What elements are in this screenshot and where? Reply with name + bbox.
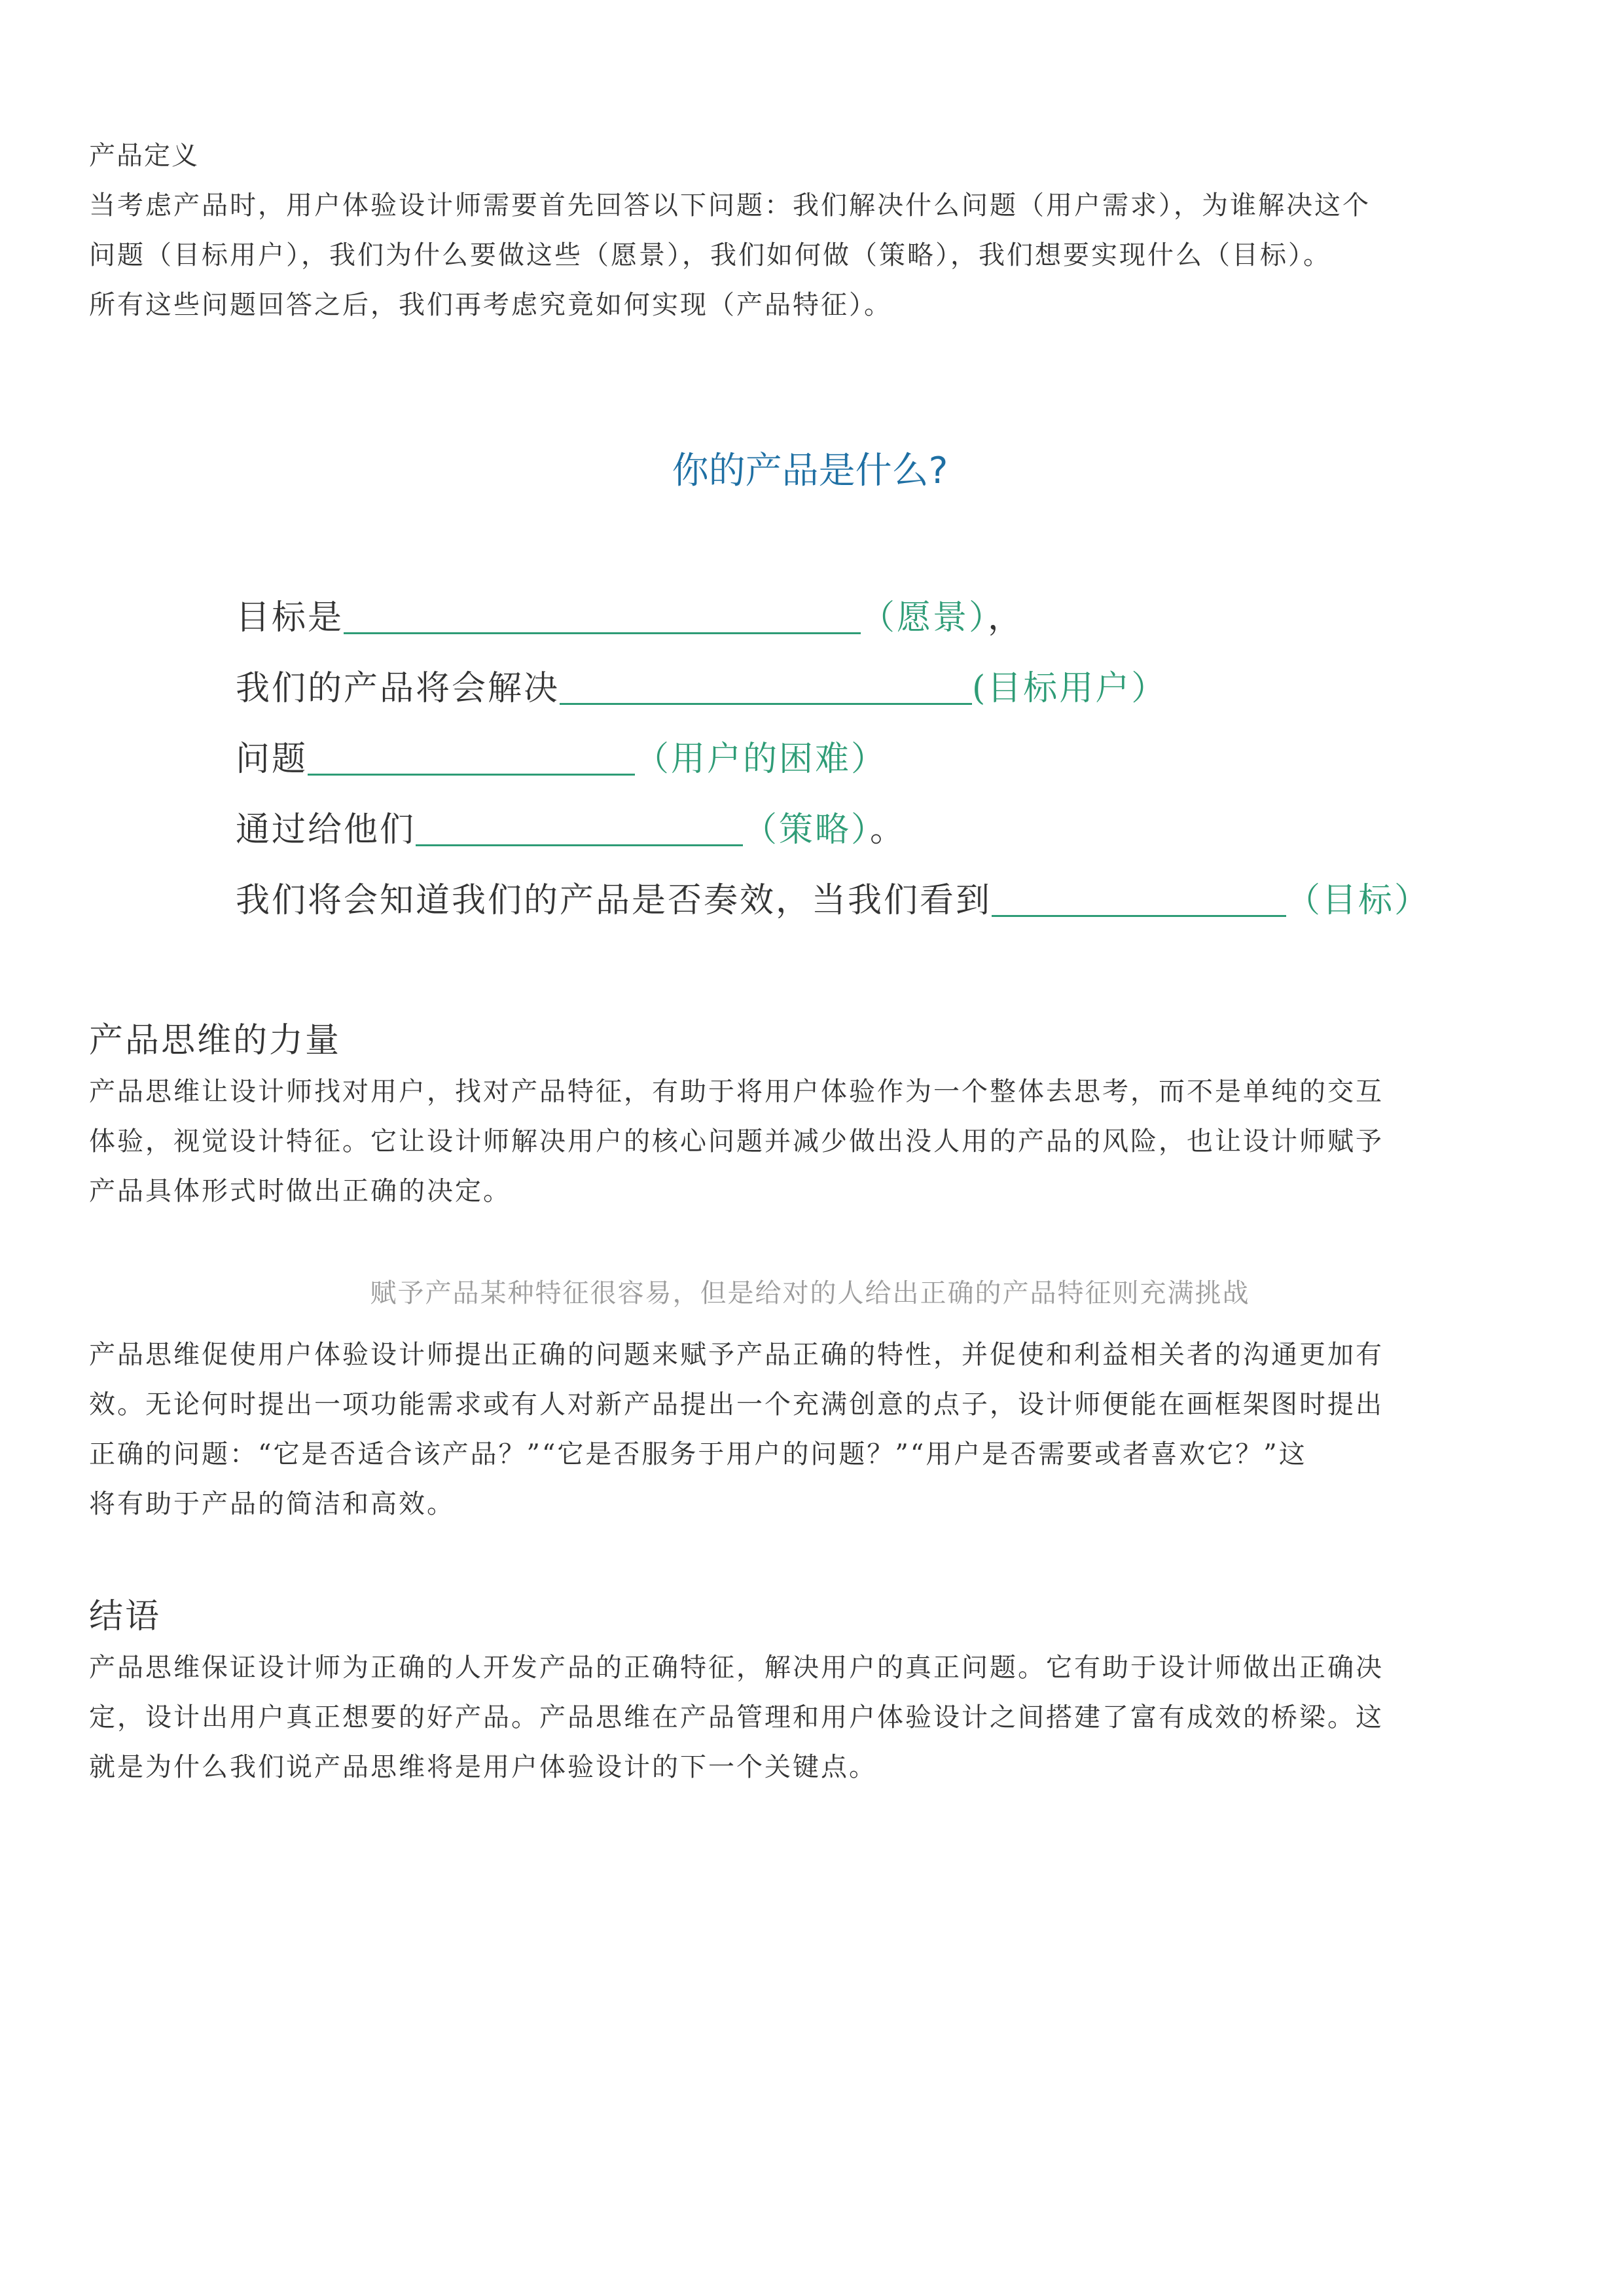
- power-para2-line: 产品思维促使用户体验设计师提出正确的问题来赋予产品正确的特性，并促使和利益相关者的沟通更加有: [89, 1340, 1384, 1370]
- conclusion-heading: 结语: [89, 1597, 162, 1636]
- fill-hint: （策略）: [743, 810, 871, 850]
- definition-heading: 产品定义: [89, 141, 199, 171]
- fill-prefix: 目标是: [236, 598, 344, 637]
- fill-prefix: 我们将会知道我们的产品是否奏效，当我们看到: [236, 881, 992, 920]
- fill-hint: （用户的困难）: [635, 740, 888, 779]
- fill-line-target-user: [236, 653, 1545, 724]
- fill-blank[interactable]: [344, 586, 861, 634]
- fill-prefix: 通过给他们: [236, 810, 416, 850]
- power-para2-line: 正确的问题：“它是否适合该产品？”“它是否服务于用户的问题？”“用户是否需要或者喜欢它？”这: [89, 1439, 1307, 1469]
- conclusion-line: 定，设计出用户真正想要的好产品。产品思维在产品管理和用户体验设计之间搭建了富有成效的桥梁。这: [89, 1702, 1384, 1732]
- power-para2-line: 效。无论何时提出一项功能需求或有人对新产品提出一个充满创意的点子，设计师便能在画框架图时提出: [89, 1390, 1384, 1420]
- power-para1-line: 产品具体形式时做出正确的决定。: [89, 1176, 511, 1206]
- fill-prefix: 问题: [236, 740, 308, 779]
- fill-suffix: 。: [870, 810, 907, 850]
- power-para1-line: 产品思维让设计师找对用户，找对产品特征，有助于将用户体验作为一个整体去思考，而不是单纯的交互: [89, 1077, 1384, 1107]
- power-para1-line: 体验，视觉设计特征。它让设计师解决用户的核心问题并减少做出没人用的产品的风险，也让设计师赋予: [89, 1126, 1384, 1157]
- fill-prefix: 我们的产品将会解决: [236, 669, 560, 708]
- conclusion-section: [89, 1590, 1529, 1792]
- conclusion-line: 就是为什么我们说产品思维将是用户体验设计的下一个关键点。: [89, 1752, 877, 1782]
- fill-line-vision: [236, 583, 1545, 653]
- fill-blank[interactable]: [992, 869, 1286, 917]
- definition-section: [89, 131, 1529, 330]
- fill-blank[interactable]: [308, 728, 635, 776]
- fill-in-template: [236, 583, 1545, 936]
- definition-line: 所有这些问题回答之后，我们再考虑究竟如何实现（产品特征）。: [89, 290, 892, 320]
- fill-line-goal: [236, 865, 1545, 936]
- power-para2-line: 将有助于产品的简洁和高效。: [89, 1489, 455, 1519]
- conclusion-line: 产品思维保证设计师为正确的人开发产品的正确特征，解决用户的真正问题。它有助于设计师做出正确决: [89, 1653, 1384, 1683]
- fill-suffix: ，: [988, 598, 1024, 637]
- fill-line-strategy: [236, 795, 1545, 865]
- power-para2: [89, 1330, 1529, 1529]
- definition-line: 问题（目标用户），我们为什么要做这些（愿景），我们如何做（策略），我们想要实现什么（目标）。: [89, 240, 1331, 270]
- product-question-title: 你的产品是什么?: [672, 450, 948, 492]
- fill-blank[interactable]: [560, 657, 972, 705]
- pull-quote: 赋予产品某种特征很容易，但是给对的人给出正确的产品特征则充满挑战: [370, 1278, 1250, 1308]
- fill-line-problem: [236, 724, 1545, 795]
- definition-line: 当考虑产品时，用户体验设计师需要首先回答以下问题：我们解决什么问题（用户需求），为谁解决这个: [89, 190, 1371, 221]
- fill-hint: (目标用户）: [972, 669, 1168, 708]
- power-section: [89, 1014, 1529, 1216]
- fill-hint: （愿景）: [861, 598, 988, 637]
- fill-hint: （目标）: [1286, 881, 1431, 920]
- fill-blank[interactable]: [416, 798, 743, 846]
- power-heading: 产品思维的力量: [89, 1021, 342, 1060]
